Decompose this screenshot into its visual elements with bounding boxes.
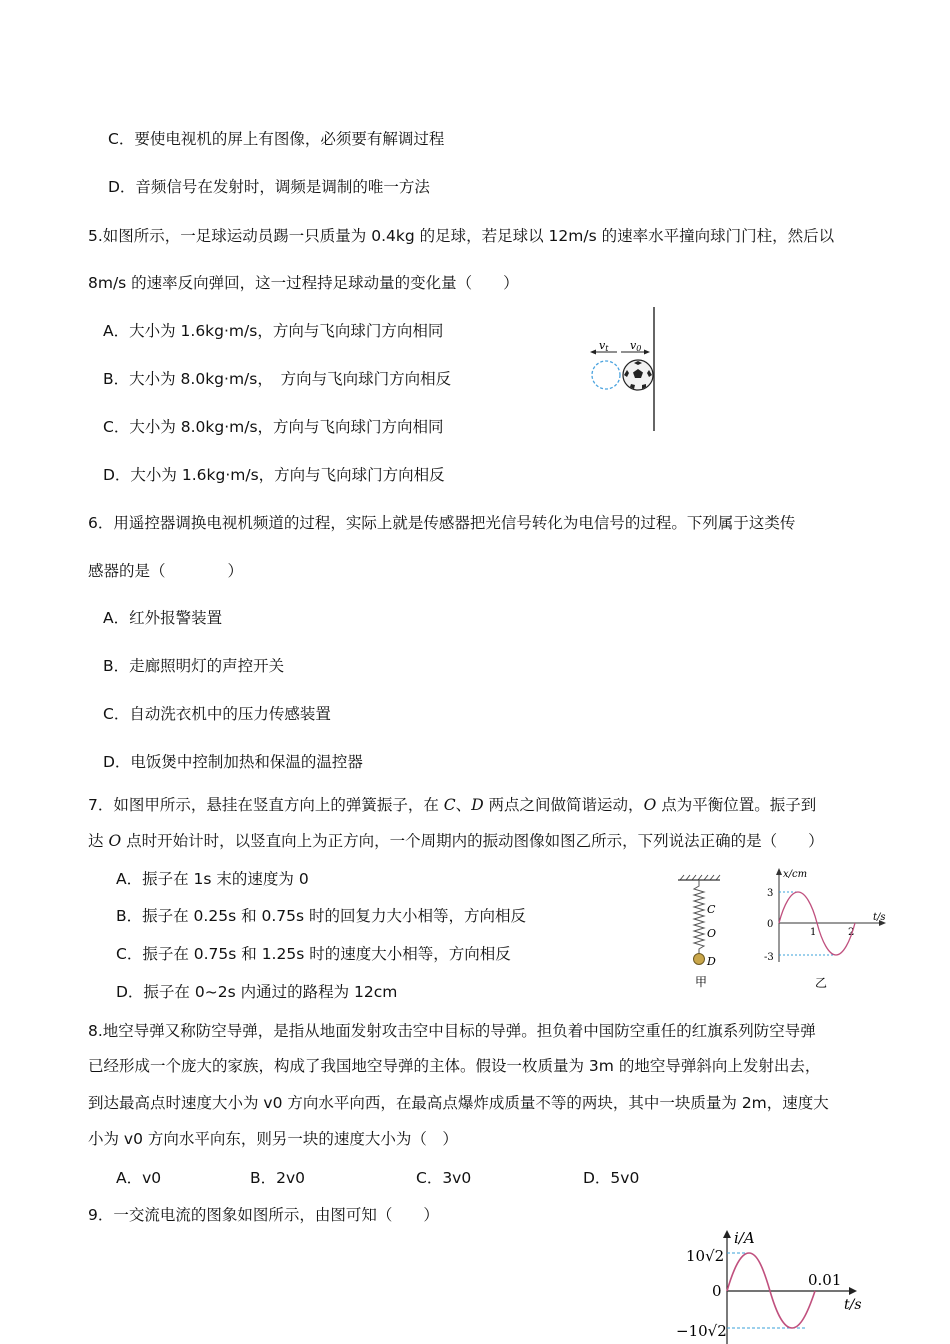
oscillator-ball: [694, 954, 705, 965]
q4-option-c: C．要使电视机的屏上有图像，必须要有解调过程: [108, 130, 445, 148]
x-tick-2: 2: [848, 927, 855, 938]
q8-stem-line3: 到达最高点时速度大小为 v0 方向水平向西，在最高点爆炸成质量不等的两块，其中一块质量为 2m，速度大: [88, 1094, 829, 1112]
q5-option-c: C．大小为 8.0kg·m/s，方向与飞向球门方向相同: [103, 418, 444, 436]
q5-option-b: B．大小为 8.0kg·m/s， 方向与飞向球门方向相反: [103, 370, 452, 388]
x-tick-001: 0.01: [808, 1271, 842, 1289]
y-axis-label: x/cm: [783, 869, 808, 880]
q6-option-c: C．自动洗衣机中的压力传感装置: [103, 705, 331, 723]
q8-stem-line1: 8.地空导弹又称防空导弹，是指从地面发射攻击空中目标的导弹。担负着中国防空重任的红旗系列防空导弹: [88, 1022, 816, 1040]
q8-stem-line4: 小为 v0 方向水平向东，则另一块的速度大小为（ ）: [88, 1130, 458, 1148]
q7-option-b: B．振子在 0.25s 和 0.75s 时的回复力大小相等，方向相反: [116, 907, 527, 925]
ball-before-outline: [592, 361, 620, 389]
q8-stem-line2: 已经形成一个庞大的家族，构成了我国地空导弹的主体。假设一枚质量为 3m 的地空导弹斜向上发射出去，: [88, 1057, 821, 1075]
q7-spring-figure: [670, 872, 740, 992]
q9-stem-line1: 9．一交流电流的图象如图所示，由图可知（ ）: [88, 1206, 439, 1224]
point-c-label: C: [707, 903, 716, 916]
q7-option-d: D．振子在 0~2s 内通过的路程为 12cm: [116, 983, 398, 1001]
q6-stem-line2: 感器的是（ ）: [88, 562, 244, 580]
q7-stem-line1: 7．如图甲所示，悬挂在竖直方向上的弹簧振子，在 C、D 两点之间做简谐运动，O 点为平衡位置。振子到: [88, 796, 817, 814]
y-axis-label: i/A: [734, 1229, 755, 1247]
point-o-label: O: [707, 927, 717, 940]
y-tick-bottom: −10√2: [676, 1322, 727, 1340]
y-tick-3: 3: [767, 888, 774, 899]
q8-option-d: D．5v0: [583, 1169, 640, 1187]
q8-option-b: B．2v0: [250, 1169, 306, 1187]
q5-ball-figure: [585, 305, 665, 435]
figure-yi-caption: 乙: [815, 976, 828, 990]
x-axis-label: t/s: [844, 1297, 862, 1313]
y-tick-top: 10√2: [686, 1247, 725, 1265]
q8-option-c: C．3v0: [416, 1169, 472, 1187]
y-tick-zero: 0: [712, 1282, 722, 1300]
point-d-label: D: [707, 955, 716, 968]
q8-option-a: A．v0: [116, 1169, 162, 1187]
x-axis-label: t/s: [873, 912, 886, 923]
q5-stem-line2: 8m/s 的速率反向弹回，这一过程持足球动量的变化量（ ）: [88, 274, 519, 292]
q7-stem-line2: 达 O 点时开始计时，以竖直向上为正方向，一个周期内的振动图像如图乙所示，下列说法正确的是（ ）: [88, 832, 824, 850]
q7-option-a: A．振子在 1s 末的速度为 0: [116, 870, 309, 888]
x-tick-1: 1: [810, 927, 817, 938]
spring: [694, 880, 704, 954]
q6-option-d: D．电饭煲中控制加热和保温的温控器: [103, 753, 363, 771]
vt-label: vt: [599, 339, 609, 353]
q6-stem-line1: 6．用遥控器调换电视机频道的过程，实际上就是传感器把光信号转化为电信号的过程。下列属于这类传: [88, 514, 796, 532]
y-tick-neg3: -3: [764, 952, 774, 963]
y-tick-0: 0: [767, 919, 774, 930]
q6-option-a: A．红外报警装置: [103, 609, 223, 627]
q6-option-b: B．走廊照明灯的声控开关: [103, 657, 285, 675]
soccer-ball-icon: [623, 360, 653, 390]
q9-current-graph: [670, 1222, 880, 1344]
q5-option-d: D．大小为 1.6kg·m/s，方向与飞向球门方向相反: [103, 466, 445, 484]
v0-label: v0: [630, 339, 642, 353]
figure-jia-caption: 甲: [695, 975, 708, 989]
q5-option-a: A．大小为 1.6kg·m/s，方向与飞向球门方向相同: [103, 322, 444, 340]
q7-xt-graph: [755, 864, 895, 994]
q4-option-d: D．音频信号在发射时，调频是调制的唯一方法: [108, 178, 430, 196]
q7-option-c: C．振子在 0.75s 和 1.25s 时的速度大小相等，方向相反: [116, 945, 511, 963]
q5-stem-line1: 5.如图所示，一足球运动员踢一只质量为 0.4kg 的足球，若足球以 12m/s 的速率水平撞向球门门柱，然后以: [88, 227, 835, 245]
